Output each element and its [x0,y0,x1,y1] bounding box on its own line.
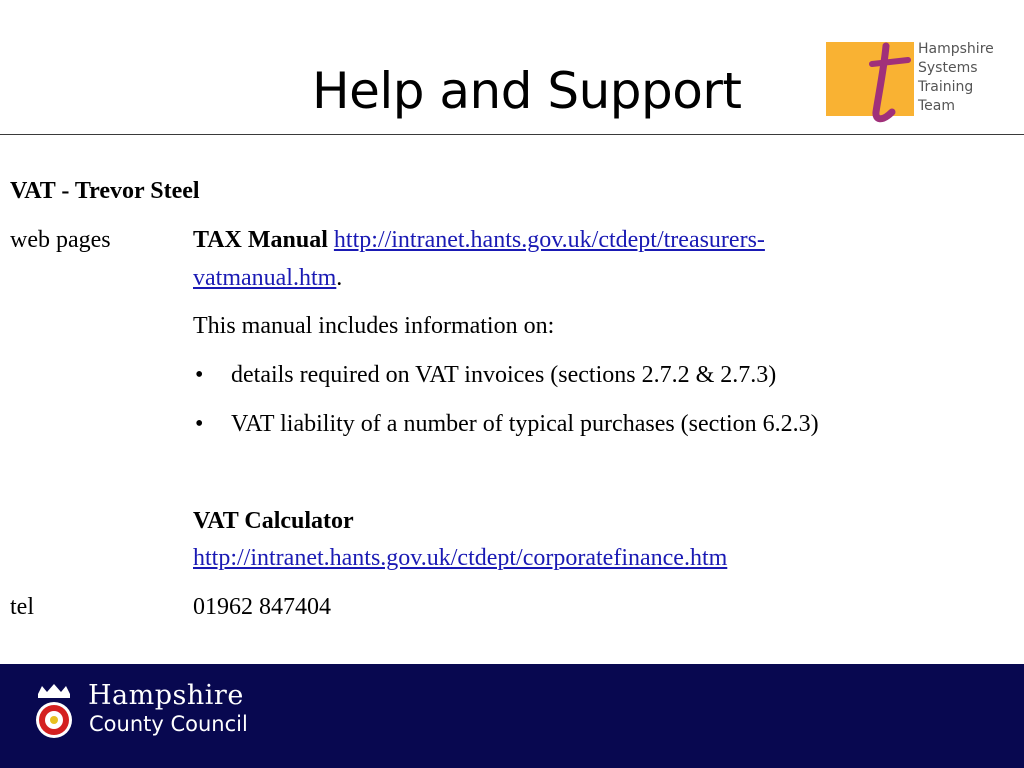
council-name-line1: Hampshire [88,680,244,711]
web-pages-label: web pages [10,227,111,253]
tax-manual-label: TAX Manual [193,227,328,253]
tax-manual-line-2 [193,264,342,292]
logo-line: Systems [918,60,978,76]
tax-manual-line [193,226,765,254]
logo-line: Training [918,79,974,95]
tel-label: tel [10,594,34,620]
url-trailing-period: . [336,265,343,291]
bullet-marker: • [195,411,204,437]
tax-manual-link[interactable]: http://intranet.hants.gov.uk/ctdept/treasurers- [333,227,765,253]
logo-line: Team [918,98,956,114]
bullet-item: details required on VAT invoices (sections 2.7.2 & 2.7.3) [231,362,777,388]
bullet-marker: • [195,362,204,388]
council-name-line2: County Council [89,712,248,736]
vat-calculator-label: VAT Calculator [193,508,354,534]
training-team-logo [826,38,996,124]
title-divider [0,134,1024,135]
vat-calculator-link[interactable]: http://intranet.hants.gov.uk/ctdept/corporatefinance.htm [193,545,728,571]
vat-calculator-line [193,544,727,572]
bullet-item: VAT liability of a number of typical purchases (section 6.2.3) [231,411,819,437]
manual-intro: This manual includes information on: [193,313,555,339]
tax-manual-link-continued[interactable]: vatmanual.htm [193,265,337,291]
tel-value: 01962 847404 [193,594,331,620]
slide-title: Help and Support [312,62,742,120]
logo-t-letter-icon [862,38,922,124]
council-crest-icon [32,684,76,744]
logo-text [918,40,994,116]
contact-heading: VAT - Trevor Steel [10,178,200,204]
logo-line: Hampshire [918,41,994,57]
